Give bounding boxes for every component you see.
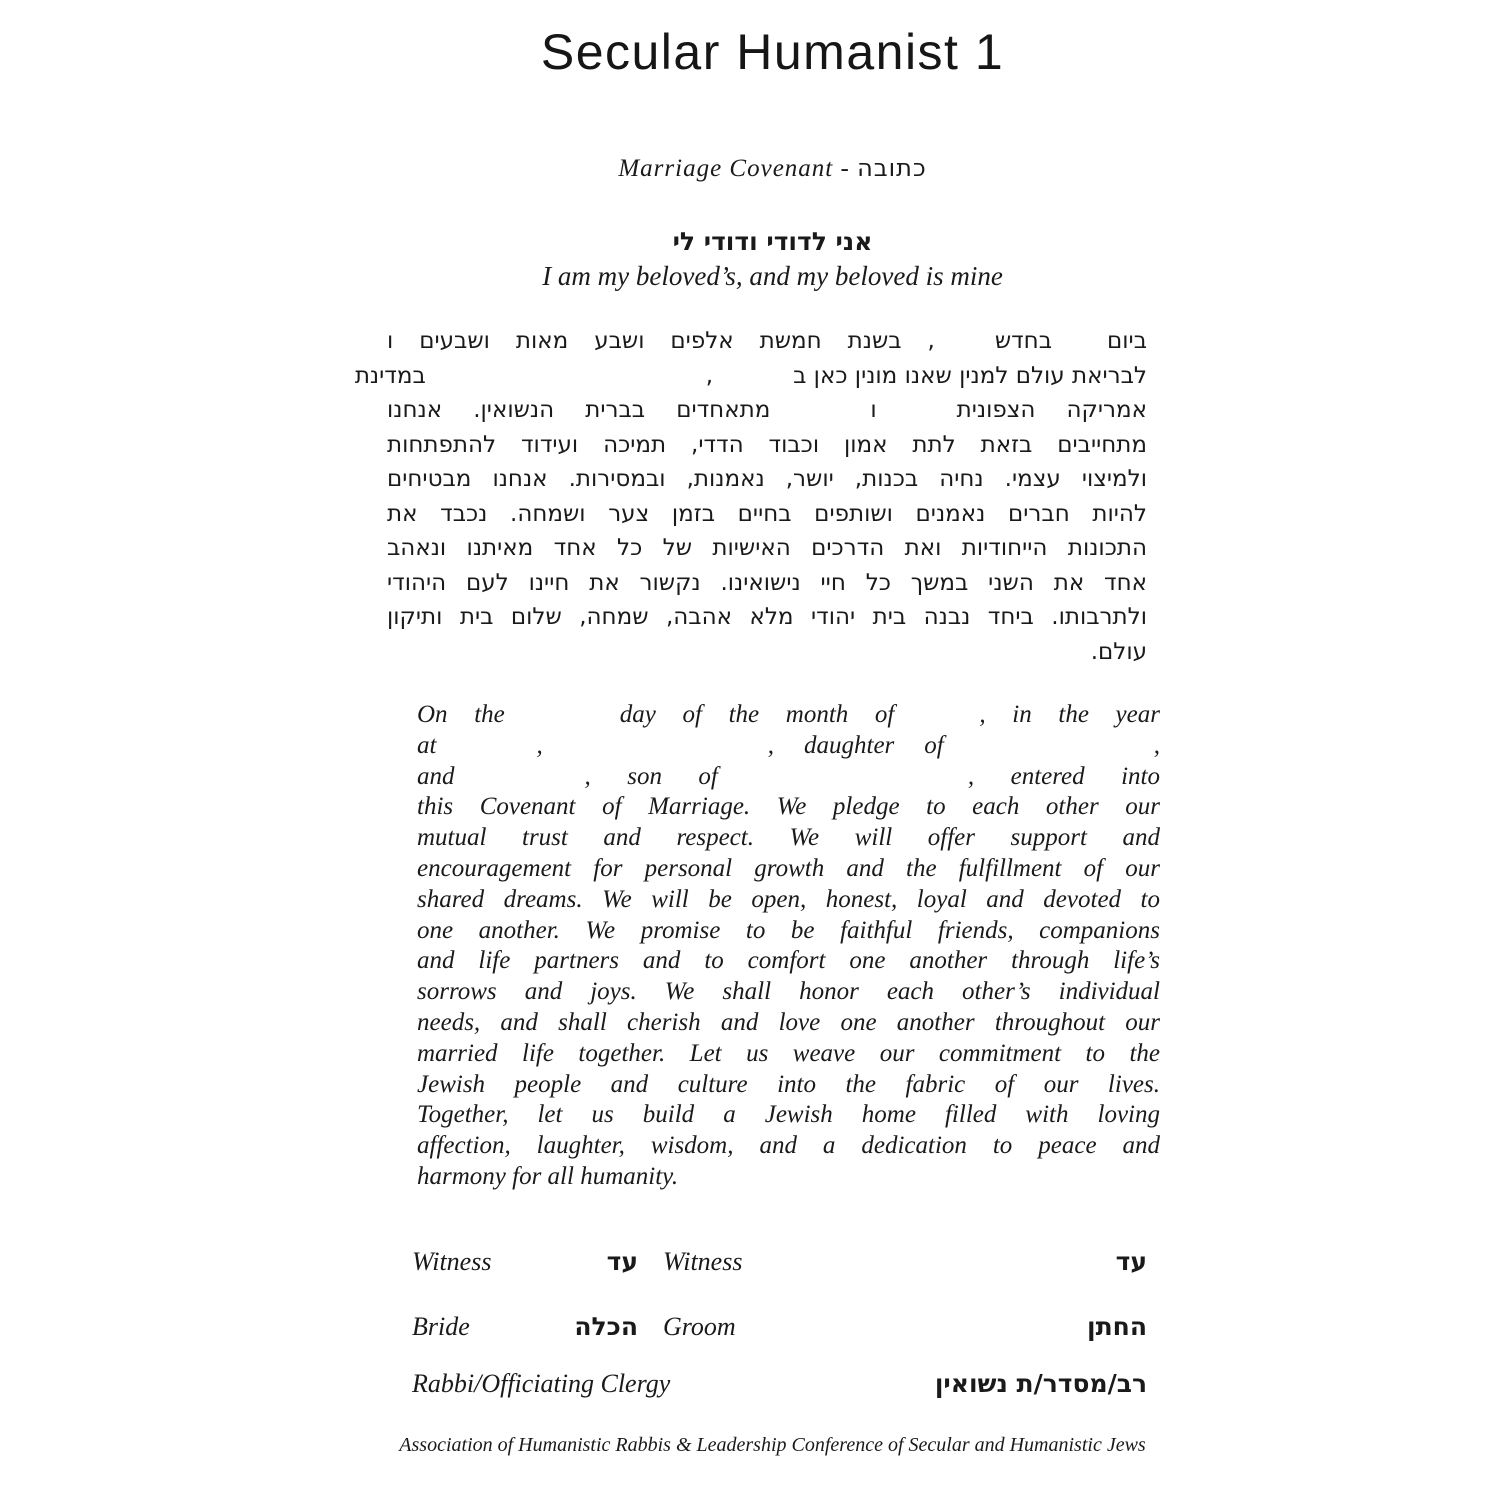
english-text-line [417, 823, 1160, 854]
hebrew-text-line [387, 497, 1147, 532]
signature-row [412, 1245, 1147, 1279]
text-segment: and [417, 762, 455, 790]
english-text-line [417, 946, 1160, 977]
signature-section [412, 1245, 1147, 1401]
signature-cell [663, 1245, 1147, 1279]
text-segment: מתאחדים בברית הנשואין. אנחנו [387, 397, 771, 423]
text-segment: shared dreams. We will be open, honest, loyal and devoted to [417, 885, 1160, 913]
document-content [354, 0, 1160, 1500]
text-segment: ביום [1107, 328, 1147, 354]
text-segment: אחד את השני במשך כל חיי נישואינו. נקשור את חיינו לעם היהודי [387, 569, 1147, 596]
english-text-line [417, 762, 1160, 793]
document-footer: Association of Humanistic Rabbis & Leadership Conference of Secular and Humanistic Jews [399, 1434, 1146, 1456]
signature-label-english: Groom [663, 1312, 736, 1341]
text-segment: בחדש [994, 328, 1053, 354]
english-text-line [417, 1039, 1160, 1070]
text-segment: one another. We promise to be faithful friends, companions [417, 916, 1160, 944]
text-segment: Together, let us build a Jewish home filled with loving [417, 1101, 1160, 1129]
hebrew-text-line [387, 566, 1147, 601]
text-segment: sorrows and joys. We shall honor each other’s individual [417, 978, 1160, 1006]
signature-row [412, 1367, 1147, 1401]
blank-field [436, 751, 536, 753]
signature-label-english: Witness [412, 1247, 492, 1276]
english-text-line [417, 1008, 1160, 1039]
text-segment: אמריקה הצפונית [956, 397, 1147, 423]
signature-label-english: Bride [412, 1312, 470, 1341]
english-text-line [417, 792, 1160, 823]
text-segment: , entered into [967, 762, 1160, 790]
signature-cell [412, 1310, 638, 1344]
text-segment: עולם. [1090, 638, 1147, 665]
text-segment: and life partners and to comfort one another through life’s [417, 947, 1160, 975]
text-segment: needs, and shall cherish and love one another throughout our [417, 1008, 1160, 1036]
signature-cell [663, 1310, 1147, 1344]
text-segment: at [417, 731, 437, 759]
blank-field [894, 720, 979, 722]
text-segment: , daughter of [767, 731, 944, 759]
text-segment: affection, laughter, wisdom, and a dedication to peace and [417, 1132, 1160, 1160]
signature-label-hebrew: עד [1115, 1247, 1147, 1276]
blank-field [944, 751, 1154, 753]
hebrew-text-line [387, 635, 1147, 670]
english-covenant-paragraph [417, 700, 1160, 1193]
blank-field [543, 751, 768, 753]
english-text-line [417, 1131, 1160, 1162]
signature-row [412, 1310, 1147, 1344]
hebrew-verse: אני לדודי ודודי לי [672, 227, 873, 256]
blank-field [713, 381, 793, 383]
subtitle-hebrew: כתובה [857, 154, 927, 182]
english-text-line [417, 731, 1160, 762]
subtitle [385, 152, 1160, 185]
text-segment: day of the month of [619, 701, 895, 728]
text-segment: harmony for all humanity. [417, 1162, 679, 1190]
blank-field [877, 415, 957, 417]
text-segment: ולמיצוי עצמי. נחיה בכנות, יושר, נאמנות, ובמסירות. אנחנו מבטיחים [387, 466, 1147, 492]
blank-field [718, 782, 968, 784]
signature-label-hebrew: עד [606, 1247, 638, 1276]
text-segment: married life together. Let us weave our commitment to the [417, 1039, 1160, 1067]
blank-field [426, 381, 706, 383]
blank-field [505, 720, 620, 722]
english-verse: I am my beloved’s, and my beloved is mine [542, 261, 1003, 291]
english-text-line [417, 700, 1160, 731]
page-title: Secular Humanist 1 [540, 24, 1005, 80]
blank-field [1052, 346, 1107, 348]
english-text-line [417, 1070, 1160, 1101]
signature-label-english: Witness [663, 1247, 743, 1276]
text-segment: Jewish people and culture into the fabric of our lives. [417, 1070, 1160, 1098]
english-text-line [417, 1100, 1160, 1131]
text-segment: , [705, 362, 714, 389]
text-segment: לבריאת עולם למנין שאנו מונין כאן ב [793, 362, 1147, 389]
text-segment: , [1153, 731, 1160, 759]
signature-label-hebrew: רב/מסדר/ת נשואין [934, 1369, 1147, 1398]
text-segment: , [536, 731, 543, 759]
signature-label-hebrew: הכלה [574, 1312, 638, 1341]
hebrew-text-line [387, 600, 1147, 635]
hebrew-text-line [354, 359, 1147, 394]
blank-field [455, 782, 585, 784]
text-segment: התכונות הייחודיות ואת הדרכים האישיות של כל אחד מאיתנו ונאהב [387, 535, 1147, 561]
text-segment: להיות חברים נאמנים ושותפים בחיים בזמן צער ושמחה. נכבד את [387, 500, 1147, 527]
subtitle-english: Marriage Covenant - [618, 155, 850, 182]
hebrew-text-line [387, 393, 1147, 428]
signature-label-english: Rabbi/Officiating Clergy [412, 1369, 671, 1398]
hebrew-text-line [387, 531, 1147, 566]
text-segment: mutual trust and respect. We will offer support and [417, 824, 1160, 852]
english-text-line [417, 1162, 1160, 1193]
english-text-line [417, 885, 1160, 916]
text-segment: On the [417, 701, 505, 728]
blank-field [770, 415, 870, 417]
blank-field [935, 346, 995, 348]
hebrew-text-line [387, 462, 1147, 497]
text-segment: במדינת [354, 362, 426, 389]
text-segment: , son of [584, 762, 718, 790]
hebrew-covenant-paragraph [354, 324, 1147, 669]
text-segment: encouragement for personal growth and the fulfillment of our [417, 854, 1160, 882]
signature-label-hebrew: החתן [1086, 1312, 1147, 1341]
text-segment: , בשנת חמשת אלפים ושבע מאות ושבעים ו [387, 328, 935, 354]
signature-cell [412, 1245, 638, 1279]
signature-cell [412, 1367, 1147, 1401]
english-text-line [417, 916, 1160, 947]
hebrew-text-line [387, 324, 1147, 359]
text-segment: , in the year [979, 701, 1160, 728]
english-text-line [417, 977, 1160, 1008]
text-segment: ו [870, 397, 877, 423]
text-segment: ולתרבותו. ביחד נבנה בית יהודי מלא אהבה, שמחה, שלום בית ותיקון [387, 604, 1147, 630]
hebrew-text-line [387, 428, 1147, 463]
english-text-line [417, 854, 1160, 885]
text-segment: מתחייבים בזאת לתת אמון וכבוד הדדי, תמיכה ועידוד להתפתחות [387, 431, 1147, 458]
text-segment: this Covenant of Marriage. We pledge to each other our [417, 793, 1160, 821]
